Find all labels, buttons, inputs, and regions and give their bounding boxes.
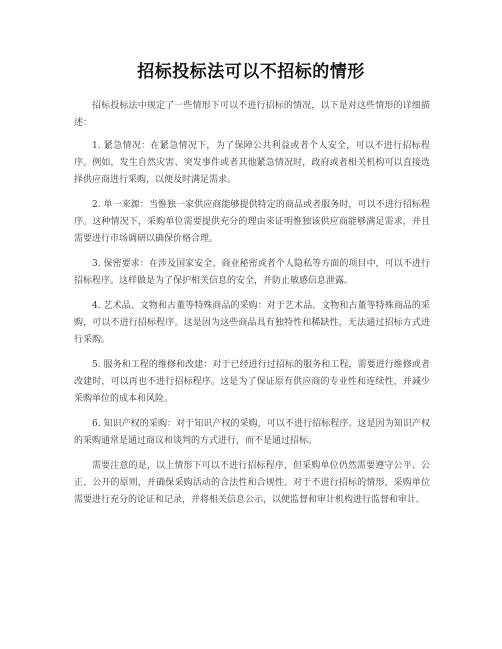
paragraph-emergency: 1. 紧急情况：在紧急情况下，为了保障公共利益或者个人安全，可以不进行招标程序。例如，发生自然灾害、突发事件或者其他紧急情况时，政府或者相关机构可以直接选择供应商进行采购，以便及时满足需求。	[74, 141, 430, 185]
paragraph-single-source: 2. 单一来源：当惟独一家供应商能够提供特定的商品或者服务时，可以不进行招标程序。这种情况下，采购单位需要提供充分的理由来证明惟独该供应商能够满足需求，并且需要进行市场调研以确保价格合理。	[74, 200, 430, 244]
intro-paragraph: 招标投标法中规定了一些情形下可以不进行招标的情况，以下是对这些情形的详细描述：	[74, 101, 430, 128]
document-title: 招标投标法可以不招标的情形	[137, 62, 365, 82]
paragraph-intellectual-property: 6. 知识产权的采购：对于知识产权的采购，可以不进行招标程序。这是因为知识产权的采购通常是通过商议和谈判的方式进行，而不是通过招标。	[74, 419, 430, 446]
paragraph-special-goods: 4. 艺术品、文物和古董等特殊商品的采购：对于艺术品、文物和古董等特殊商品的采购，可以不进行招标程序。这是因为这些商品具有独特性和稀缺性，无法通过招标方式进行采购。	[74, 301, 430, 345]
paragraph-maintenance: 5. 服务和工程的维修和改建：对于已经进行过招标的服务和工程，需要进行维修或者改建时，可以再也不进行招标程序。这是为了保证原有供应商的专业性和连续性，并减少采购单位的成本和风险。	[74, 360, 430, 404]
document-body	[74, 98, 430, 517]
paragraph-note: 需要注意的是，以上情形下可以不进行招标程序，但采购单位仍然需要遵守公平、公正、公开的原则，并确保采购活动的合法性和合规性。对于不进行招标的情形，采购单位需要进行充分的论证和记录，并将相关信息公示，以便监督和审计机构进行监督和审计。	[74, 461, 430, 505]
paragraph-confidentiality: 3. 保密要求：在涉及国家安全、商业秘密或者个人隐私等方面的项目中，可以不进行招标程序。这样做是为了保护相关信息的安全，并防止敏感信息泄露。	[74, 259, 430, 286]
